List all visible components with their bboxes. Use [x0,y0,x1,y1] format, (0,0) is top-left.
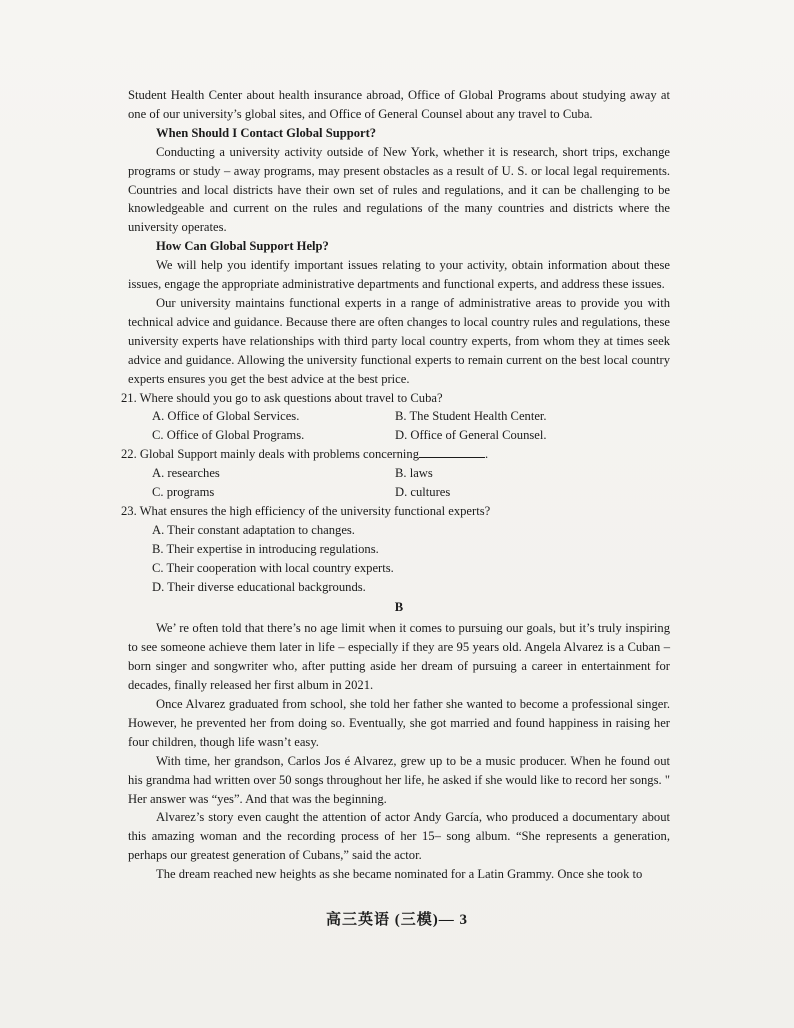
option-c: C. Office of Global Programs. [152,428,305,443]
section-heading: How Can Global Support Help? [156,239,329,254]
passage-b-paragraph: Once Alvarez graduated from school, she told her father she wanted to become a professional singer. However, he prevented her from doing so. Eventually, she got married and found happiness in raising her four children, though life wasn’t easy. [128,697,670,749]
section-heading: When Should I Contact Global Support? [156,125,377,140]
question-23 [121,502,670,597]
question-21 [121,389,670,446]
option-d: D. Office of General Counsel. [395,428,547,443]
question-stem [121,445,670,464]
option-b: B. laws [395,466,433,481]
passage-b-paragraph: Alvarez’s story even caught the attention of actor Andy García, who produced a documentary about this amazing woman and the recording process of her 15– song album. “She represents a generation, perhaps our greatest generation of Cubans,” said the actor. [128,810,670,863]
passage-b-paragraph: With time, her grandson, Carlos Jos é Alvarez, grew up to be a music producer. When he found out his grandma had written over 50 songs throughout her life, he asked if she would like to record her songs. " Her answer was “yes”. And that was the beginning. [128,753,670,806]
page-footer: 高三英语 (三模)— 3 [326,912,468,928]
question-stem-text: 22. Global Support mainly deals with problems concerning [121,447,420,462]
options-list [128,521,670,597]
option-a: A. Their constant adaptation to changes. [152,522,355,537]
option-d: D. Their diverse educational backgrounds. [152,579,366,594]
passage-a-paragraph: Our university maintains functional experts in a range of administrative areas to provide you with technical advice and guidance. Because there are often changes to local country rules and regulations, these university experts have relationships with third party local country experts, from whom they at times seek advice and guidance. Allowing the university functional experts to remain current on the best local country experts ensures you get the best advice at the best price. [128,295,670,386]
question-stem: 23. What ensures the high efficiency of the university functional experts? [121,503,491,518]
passage-a-paragraph: We will help you identify important issues relating to your activity, obtain information about these issues, engage the appropriate administrative departments and functional experts, and address these issues. [128,258,670,292]
option-d: D. cultures [395,485,451,500]
option-b: B. The Student Health Center. [395,409,547,424]
passage-b-paragraph: The dream reached new heights as she became nominated for a Latin Grammy. Once she took to [156,867,643,882]
section-letter: B [394,600,404,615]
passage-b-paragraph: We’ re often told that there’s no age limit when it comes to pursuing our goals, but it’s truly inspiring to see someone achieve them later in life – especially if they are 95 years old. Angela Alvarez is a Cuban – born singer and songwriter who, after putting aside her dream of pursuing a career in entertainment for decades, finally released her first album in 2021. [128,621,670,693]
option-b: B. Their expertise in introducing regulations. [152,541,379,556]
option-a: A. Office of Global Services. [152,409,300,424]
question-stem-end: . [485,447,489,462]
answer-blank [419,445,485,458]
question-stem: 21. Where should you go to ask questions about travel to Cuba? [121,390,443,405]
page-content [121,86,670,884]
options-grid [128,407,670,445]
option-a: A. researches [152,466,220,481]
option-c: C. programs [152,485,215,500]
options-grid [128,464,670,502]
passage-a-paragraph: Student Health Center about health insurance abroad, Office of Global Programs about studying away at one of our university’s global sites, and Office of General Counsel about any travel to Cuba. [128,88,670,121]
question-22 [121,445,670,502]
passage-a-paragraph: Conducting a university activity outside of New York, whether it is research, short trips, exchange programs or study – away programs, may present obstacles as a result of U. S. or local legal requirements. Countries and local districts have their own set of rules and regulations, and it can be challenging to be knowledgeable and current on the rules and regulations of the many countries and districts where the university operates. [128,144,670,235]
option-c: C. Their cooperation with local country experts. [152,560,394,575]
